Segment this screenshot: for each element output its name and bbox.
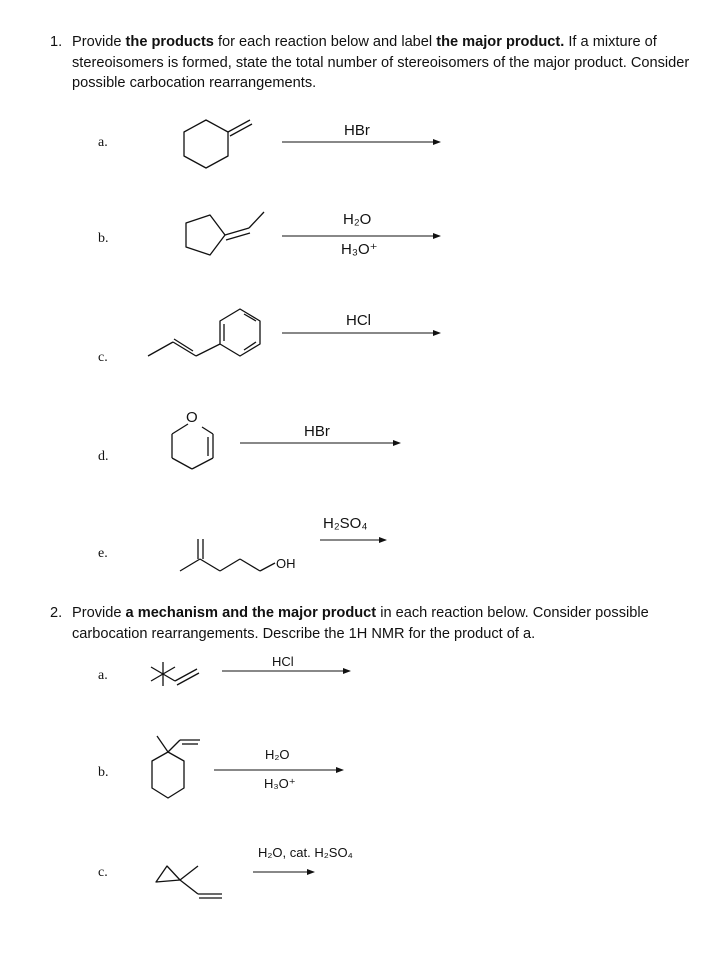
- q1-item-c-label: c.: [98, 350, 108, 365]
- reagent-1d: HBr: [304, 423, 330, 440]
- ring-oxygen-label: O: [186, 409, 198, 426]
- q2-item-a-label: a.: [98, 668, 108, 683]
- q1-item-b-label: b.: [98, 231, 109, 246]
- reagent-2b-top: H₂O: [265, 747, 290, 762]
- structure-methylvinylcyclopropane: [156, 866, 222, 898]
- reagent-1b-bottom: H₃O⁺: [341, 241, 378, 258]
- structure-dihydropyran: [172, 424, 213, 469]
- structure-alkenol: [180, 539, 275, 571]
- reagent-1b-top: H₂O: [343, 211, 372, 228]
- reagent-1a: HBr: [344, 122, 370, 139]
- reagent-2c: H₂O, cat. H₂SO₄: [258, 845, 353, 860]
- q2-item-c-label: c.: [98, 865, 108, 880]
- question-2-text: Provide a mechanism and the major product in each reaction below. Consider possible carbocation rearrangements. Describe the 1H NMR for the product of a.: [72, 605, 649, 642]
- question-1-text: Provide the products for each reaction below and label the major product. If a mixture of stereoisomers is formed, state the total number of stereoisomers of the major product. Consider possible carbocation rearrangements.: [72, 34, 690, 91]
- q1-item-d-label: d.: [98, 449, 109, 464]
- reagent-1e: H₂SO₄: [323, 515, 368, 532]
- structure-tert-butylethylene: [151, 662, 199, 686]
- structure-ethylidenecyclopentane: [186, 212, 264, 255]
- reagent-2a: HCl: [272, 654, 294, 669]
- q1-item-e-label: e.: [98, 546, 108, 561]
- reagent-1c: HCl: [346, 312, 371, 329]
- q2-item-b-label: b.: [98, 765, 109, 780]
- structure-methylenecyclohexane: [184, 120, 252, 168]
- structure-methylvinylcyclohexane: [152, 736, 200, 798]
- question-2-number: 2.: [50, 605, 63, 621]
- reagent-2b-bottom: H₃O⁺: [264, 776, 296, 791]
- structure-propenylbenzene: [148, 309, 260, 356]
- hydroxyl-label: OH: [276, 556, 296, 571]
- question-1-number: 1.: [50, 34, 63, 50]
- q1-item-a-label: a.: [98, 135, 108, 150]
